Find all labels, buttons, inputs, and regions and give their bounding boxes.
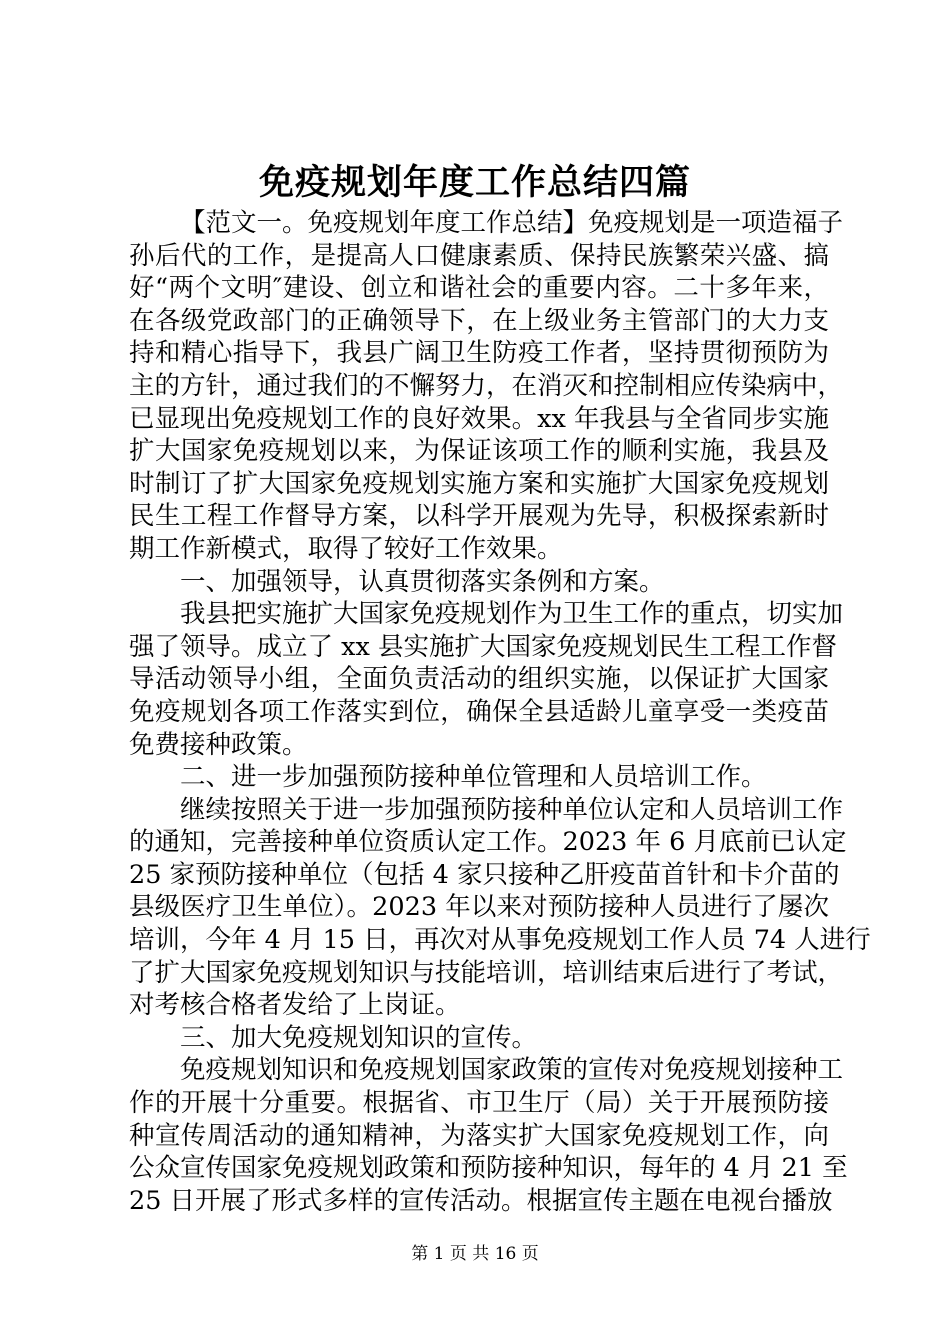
text-line: 作的开展十分重要。根据省、市卫生厅（局）关于开展预防接: [129, 1088, 829, 1119]
page-footer: 第 1 页 共 16 页: [411, 1244, 539, 1264]
text-line: 25 日开展了形式多样的宣传活动。根据宣传主题在电视台播放: [129, 1185, 833, 1216]
text-line: 二、进一步加强预防接种单位管理和人员培训工作。: [180, 762, 767, 793]
text-line: 主的方针，通过我们的不懈努力，在消灭和控制相应传染病中，: [129, 370, 844, 401]
text-line: 免疫规划各项工作落实到位，确保全县适龄儿童享受一类疫苗: [129, 696, 829, 727]
text-line: 孙后代的工作，是提高人口健康素质、保持民族繁荣兴盛、搞: [129, 240, 829, 271]
text-line: 扩大国家免疫规划以来，为保证该项工作的顺利实施，我县及: [129, 436, 829, 467]
text-line: 免费接种政策。: [129, 729, 308, 760]
text-line: 民生工程工作督导方案，以科学开展观为先导，积极探索新时: [129, 501, 829, 532]
text-line: 导活动领导小组，全面负责活动的组织实施，以保证扩大国家: [129, 664, 829, 695]
text-line: 种宣传周活动的通知精神，为落实扩大国家免疫规划工作，向: [129, 1120, 829, 1151]
text-line: 一、加强领导，认真贯彻落实条例和方案。: [180, 566, 665, 597]
text-line: 了扩大国家免疫规划知识与技能培训，培训结束后进行了考试，: [129, 957, 844, 988]
text-line: 对考核合格者发给了上岗证。: [129, 990, 461, 1021]
text-line: 【范文一。免疫规划年度工作总结】免疫规划是一项造福子: [180, 208, 844, 238]
document-body: [129, 207, 871, 1217]
text-line: 培训，今年 4 月 15 日，再次对从事免疫规划工作人员 74 人进行: [129, 925, 871, 956]
text-line: 已显现出免疫规划工作的良好效果。xx 年我县与全省同步实施: [129, 403, 829, 434]
text-line: 期工作新模式，取得了较好工作效果。: [129, 533, 563, 564]
text-line: 25 家预防接种单位（包括 4 家只接种乙肝疫苗首针和卡介苗的: [129, 859, 840, 890]
document-title: 免疫规划年度工作总结四篇: [258, 162, 691, 203]
text-line: 继续按照关于进一步加强预防接种单位认定和人员培训工作: [180, 794, 844, 825]
text-line: 时制订了扩大国家免疫规划实施方案和实施扩大国家免疫规划: [129, 468, 829, 499]
text-line: 持和精心指导下，我县广阔卫生防疫工作者，坚持贯彻预防为: [129, 338, 829, 369]
text-line: 的通知，完善接种单位资质认定工作。2023 年 6 月底前已认定: [129, 827, 847, 858]
text-line: 公众宣传国家免疫规划政策和预防接种知识，每年的 4 月 21 至: [129, 1153, 848, 1184]
text-line: 县级医疗卫生单位）。2023 年以来对预防接种人员进行了屡次: [129, 892, 829, 923]
text-line: 我县把实施扩大国家免疫规划作为卫生工作的重点，切实加: [180, 599, 844, 630]
text-line: 好“两个文明″建设、创立和谐社会的重要内容。二十多年来，: [129, 273, 829, 304]
text-line: 强了领导。成立了 xx 县实施扩大国家免疫规划民生工程工作督: [129, 631, 837, 662]
text-line: 免疫规划知识和免疫规划国家政策的宣传对免疫规划接种工: [180, 1055, 844, 1086]
text-line: 在各级党政部门的正确领导下，在上级业务主管部门的大力支: [129, 305, 829, 336]
text-line: 三、加大免疫规划知识的宣传。: [180, 1022, 538, 1053]
